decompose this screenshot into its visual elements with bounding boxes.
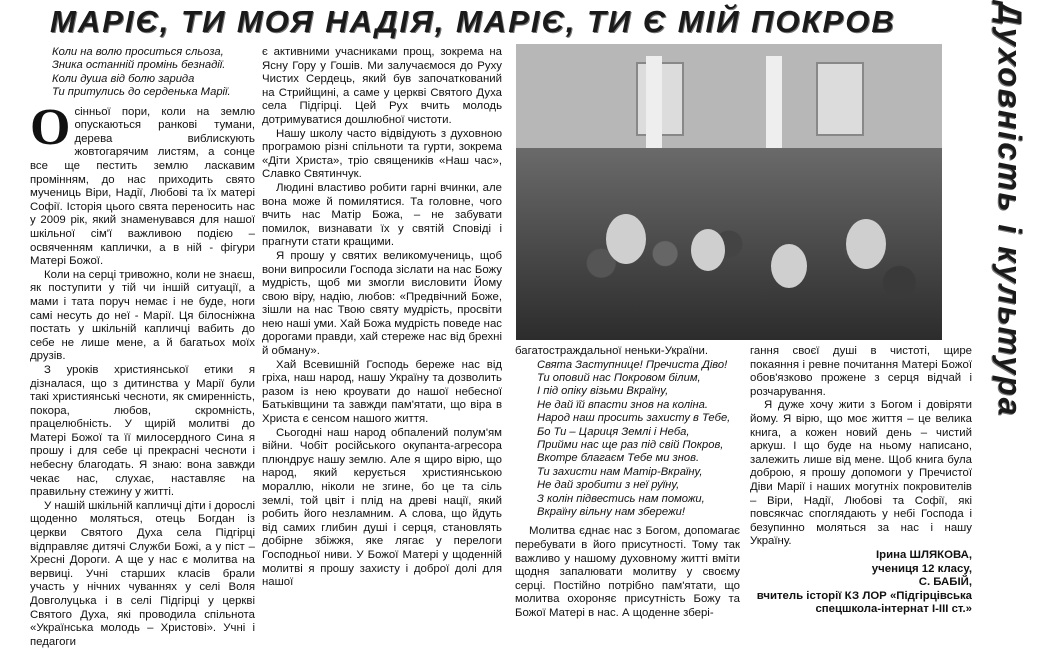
- epigraph-line: Ти притулись до серденька Марії.: [52, 86, 231, 99]
- poem-line: Вкраїну вільну нам збережи!: [537, 506, 685, 519]
- paragraph: є активними учасниками прощ, зокрема на Ясну Гору у Гошів. Ми залучаємося до Руху Чистих Сердець, який був започаткований на Стрийщині, а саме у церкві Святого Духа села Підгірці. Цей Рух вчить молодь дотримуватися дошлюбної чистоти.: [262, 46, 502, 126]
- paragraph: Сьогодні наш народ обпалений полум'ям війни. Чобіт російського окупанта-агресора плюндрує нашу землю. Але я щиро вірю, що народ, який керується християнською мораллю, ніколи не згине, бо це та сіль землі, той цвіт і плід на древі нації, який робить його незламним. А слова, що йдуть від самих глибин душі і серця, становлять добірне збіжжя, яке лягає у перелоги Господньої ниви. У Божої Матері у щоденній молитві я прошу захисту і доброї долі для нашої: [262, 426, 502, 589]
- photo-window: [816, 62, 864, 136]
- paragraph: Я прошу у святих великомучениць, щоб вони випросили Господа зіслати на нас Божу мудрість, щоб ми змогли висловити Йому свою віру, надію, любов: «Предвічний Боже, зішли на нас Твою святу мудрість, просвіти нею наші уми. Хай Божа мудрість поведе нас дорогами правди, хай стереже нас від брехні й обману».: [262, 249, 502, 358]
- poem-line: Свята Заступнице! Пречиста Діво!: [537, 358, 728, 371]
- photo-figure: [606, 214, 646, 264]
- signature-line: вчитель історії КЗ ЛОР «Підгірцівська спецшкола-інтернат І-ІІІ ст.»: [756, 589, 972, 616]
- paragraph-text: сінньої пори, коли на землю опускаються ранкові тумани, дерева виблискують жовтогарячим листям, а сонце все ще пестить землю ласкавим промінням, до нас приходить свято мучениць Віри, Надії, Любові та їх матері Софії. Історія цього свята переносить нас у 2009 рік, який знаменувався для нашої шкільної сім'ї важливою подією – освяченням каплички, а в ній - фігури Матері Божої.: [30, 105, 255, 268]
- article-photo: [516, 44, 942, 340]
- column-1: [30, 46, 256, 648]
- poem-line: З колін підвестись нам поможи,: [537, 492, 705, 505]
- poem-line: Не дай їй впасти знов на коліна.: [537, 398, 708, 411]
- paragraph: Хай Всевишній Господь береже нас від гріха, наш народ, нашу Україну та дозволить разом із нею кроувати до нашої небесної Батьківщини та завжди пам'ятати, що віра в Христа є сенсом нашого життя.: [262, 358, 502, 426]
- prayer-poem: [537, 359, 740, 520]
- section-title-text: Духовність і культура: [992, 2, 1028, 418]
- photo-flag: [766, 56, 782, 156]
- epigraph: [52, 46, 255, 100]
- photo-figure: [771, 244, 807, 288]
- paragraph: З уроків християнської етики я дізналася, що з дитинства у Марії були такі християнські чесноти, як смиренність, покора, любов, скромність, працелюбність. У щирій молитві до Матері Божої та її милосердного Сина я прошу і для себе ці прекрасні чесноти і небесну благодать. Я знаю: вона завжди чекає нас, слухає, наставляє на правильну стежину у житті.: [30, 363, 255, 499]
- signature-line: Ірина ШЛЯКОВА,: [876, 548, 972, 561]
- poem-line: Прийми нас ще раз під свій Покров,: [537, 439, 724, 452]
- poem-line: Не дай зробити з неї руїну,: [537, 479, 680, 492]
- signature-line: учениця 12 класу,: [871, 562, 972, 575]
- paragraph: Коли на серці тривожно, коли не знаєш, як поступити у тій чи іншій ситуації, а мами і тата поруч немає і не буде, ноги самі несуть до неї - Марії. Ця білосніжна постать у шкільній капличці вабить до себе не лише мене, а й багатьох моїх друзів.: [30, 268, 256, 363]
- poem-line: Бо Ти – Цариця Землі і Неба,: [537, 425, 690, 438]
- column-3: [515, 345, 740, 620]
- paragraph: Я дуже хочу жити з Богом і довіряти йому. Я вірю, що моє життя – це велика книга, а кожен новий день – чистий аркуш. І що буде на ньому написано, залежить лише від мене. Щоб книга була доброю, я прошу допомоги у Пречистої Діви Марії і наших могутніх покровителів – Віри, Надії, Любові та Софії, які повсякчас споглядають у небі Господа і безупинно моляться за нас і нашу Україну.: [750, 399, 972, 548]
- epigraph-line: Коли душа від болю зарида: [52, 72, 195, 85]
- poem-line: Вкотре благаєм Тебе ми знов.: [537, 452, 700, 465]
- poem-line: Ти захисти нам Матір-Вкраїну,: [537, 465, 703, 478]
- author-signature: [750, 549, 972, 617]
- paragraph: У нашій шкільній капличці діти і дорослі щоденно моляться, отець Богдан із церкви Святого Духа села Підгірці відправляє дитячі Служби Божі, а у піст – Хресні Дороги. А ще у нас є молитва на вервиці. Учні старших класів брали участь у нічних чуваннях у селі Воля Довголуцька і в селі Підгірці у церкві Святого Духа, які проводила спільнота «Українська молодь – Христові». Учні і педагоги: [30, 499, 255, 648]
- column-4: [750, 345, 972, 616]
- signature-line: С. БАБІЙ,: [918, 576, 972, 589]
- paragraph: Людині властиво робити гарні вчинки, але вона може й помилятися. Та головне, чого вчить нас Матір Божа, – не забувати помилок, визнавати їх у святій Сповіді і прагнути стати кращими.: [262, 181, 502, 249]
- poem-line: Народ наш просить захисту в Тебе,: [537, 412, 731, 425]
- photo-figure: [691, 229, 725, 271]
- paragraph: Нашу школу часто відвідують з духовною програмою різні спільноти та гурти, зокрема «Діти Христа», тріо священиків «Наш час», Славко Святинчук.: [262, 127, 502, 181]
- photo-flag: [646, 56, 662, 156]
- paragraph: гання своєї душі в чистоті, щире покаяння і ревне почитання Матері Божої обов'язково прожене з серця відчай і розчарування.: [750, 345, 972, 398]
- paragraph: [30, 98, 255, 269]
- poem-line: Ти оповий нас Покровом білим,: [537, 372, 701, 384]
- epigraph-line: Коли на волю проситься сльоза,: [52, 46, 224, 58]
- paragraph: багатостраждальної неньки-України.: [515, 345, 709, 357]
- paragraph: Молитва єднає нас з Богом, допомагає перебувати в його присутності. Тому так важливо у нашому духовному житті вміти щодня запалювати молитву у своєму серці. Постійно потрібно пам'ятати, що молитва охороняє присутність Божу та Божої Матері в нас. А щоденне збері-: [515, 525, 740, 620]
- photo-figure: [846, 219, 886, 269]
- epigraph-line: Зника останній промінь безнадії.: [52, 59, 226, 72]
- drop-cap: О: [30, 98, 71, 156]
- section-title: [946, 2, 1038, 418]
- poem-line: І під опіку візьми Вкраїну,: [537, 385, 669, 398]
- headline: МАРІЄ, ТИ МОЯ НАДІЯ, МАРІЄ, ТИ Є МІЙ ПОКРОВ: [50, 4, 896, 39]
- column-2: [262, 46, 502, 594]
